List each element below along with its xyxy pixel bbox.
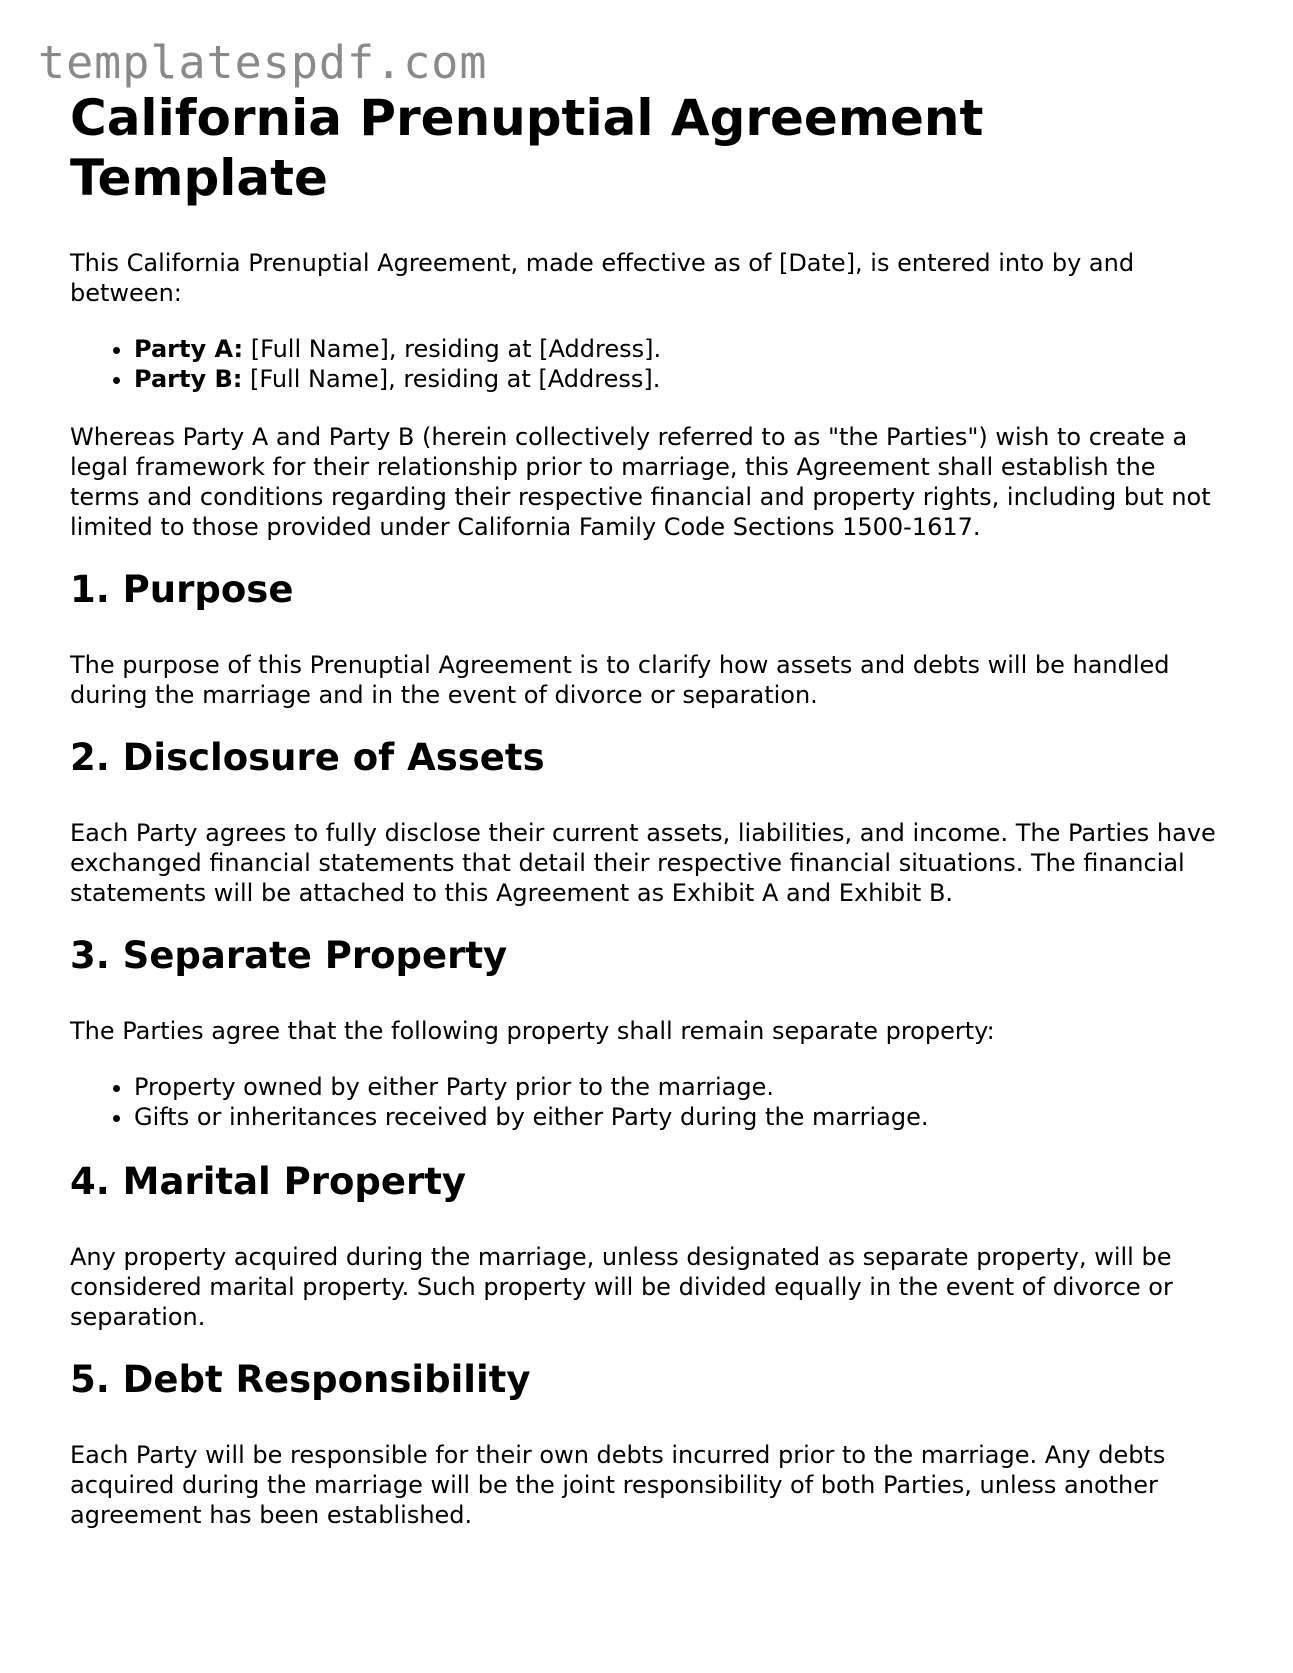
party-b-item [134,364,1230,394]
purpose-heading: 1. Purpose [70,568,294,611]
intro-paragraph: This California Prenuptial Agreement, made effective as of [Date], is entered into by and between: [70,249,1135,307]
list-item: • Property owned by either Party prior to the marriage. [134,1072,1230,1102]
marital-property-heading: 4. Marital Property [70,1160,467,1203]
party-b-label: Party B: [134,365,243,393]
separate-property-body: The Parties agree that the following property shall remain separate property: [70,1017,995,1045]
document-page [70,88,1230,1556]
separate-property-list [70,1072,1230,1132]
party-b-text: [Full Name], residing at [Address]. [242,365,661,393]
party-a-label: Party A: [134,335,244,363]
purpose-body: The purpose of this Prenuptial Agreement is to clarify how assets and debts will be handled during the marriage and in the event of divorce or separation. [70,651,1170,709]
debt-responsibility-heading: 5. Debt Responsibility [70,1358,531,1401]
document-title: California Prenuptial Agreement Template [70,89,984,207]
marital-property-body: Any property acquired during the marriage, unless designated as separate property, will be considered marital property. Such property will be divided equally in the event of divorce or separation. [70,1243,1173,1331]
debt-responsibility-body: Each Party will be responsible for their own debts incurred prior to the marriage. Any debts acquired during the marriage will be the joint responsibility of both Parties, unless another agreement has been established. [70,1441,1166,1529]
list-item: • Gifts or inheritances received by either Party during the marriage. [134,1102,1230,1132]
whereas-paragraph: Whereas Party A and Party B (herein collectively referred to as "the Parties") wish to create a legal framework for their relationship prior to marriage, this Agreement shall establish the terms and conditions regarding their respective financial and property rights, including but not limited to those provided under California Family Code Sections 1500-1617. [70,423,1211,541]
party-a-text: [Full Name], residing at [Address]. [243,335,662,363]
disclosure-heading: 2. Disclosure of Assets [70,736,545,779]
disclosure-body: Each Party agrees to fully disclose their current assets, liabilities, and income. The Parties have exchanged financial statements that detail their respective financial situations. The financial statements will be attached to this Agreement as Exhibit A and Exhibit B. [70,819,1216,907]
watermark: templatespdf.com [38,36,488,89]
party-a-item [134,334,1230,364]
parties-list [70,334,1230,394]
separate-property-heading: 3. Separate Property [70,934,508,977]
